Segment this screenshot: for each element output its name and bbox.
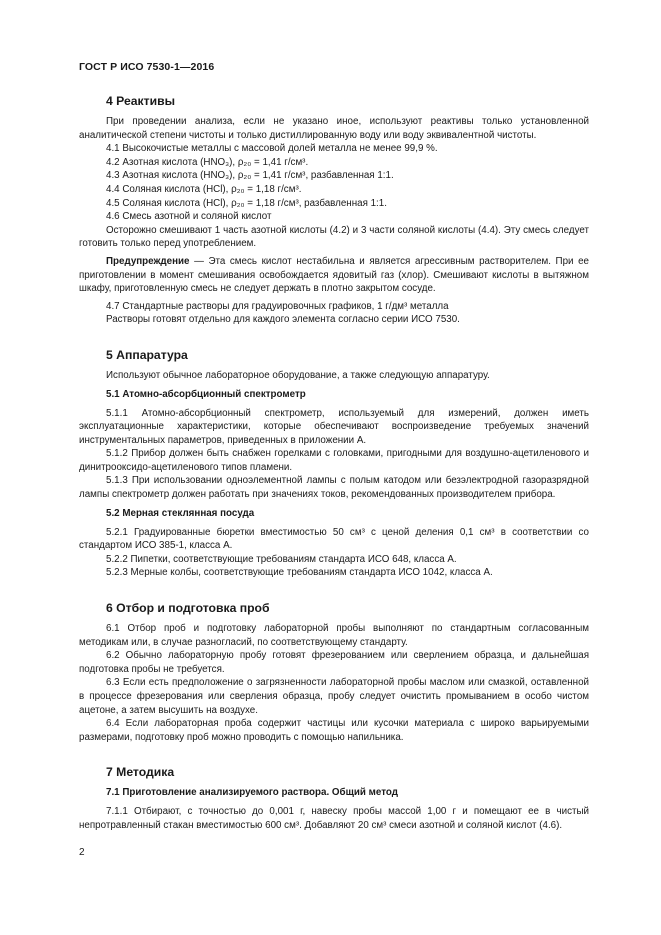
clause-4-5: 4.5 Соляная кислота (HCl), ρ₂₀ = 1,18 г/см³, разбавленная 1:1. xyxy=(106,197,387,209)
clause-6-2: 6.2 Обычно лабораторную пробу готовят фрезерованием или сверлением образца, и дальнейшая подготовка пробы не требуется. xyxy=(79,650,589,675)
clause-6-4: 6.4 Если лабораторная проба содержит частицы или кусочки материала с широко варьируемыми размерами, подготовку проб можно проводить с помощью напильника. xyxy=(79,718,589,743)
clause-5-2-1: 5.2.1 Градуированные бюретки вместимостью 50 см³ с ценой деления 0,1 см³ в соответствии со стандартом ИСО 385-1, класса А. xyxy=(79,526,589,552)
clause-4-1: 4.1 Высокочистые металлы с массовой долей металла не менее 99,9 %. xyxy=(106,143,438,155)
clause-4-3: 4.3 Азотная кислота (HNO₃), ρ₂₀ = 1,41 г/см³, разбавленная 1:1. xyxy=(106,170,394,182)
clause-6-3: 6.3 Если есть предположение о загрязненности лабораторной пробы маслом или смазкой, оставленной в процессе фрезерования или сверления образца, пробу следует очистить промыванием в особо чистом ацетоне, а затем высушить на воздухе. xyxy=(79,677,589,716)
clause-4-7-text: Растворы готовят отдельно для каждого элемента согласно серии ИСО 7530. xyxy=(106,314,460,326)
clause-4-2: 4.2 Азотная кислота (HNO₃), ρ₂₀ = 1,41 г/см³. xyxy=(106,156,309,168)
clause-5-2-2: 5.2.2 Пипетки, соответствующие требованиям стандарта ИСО 648, класса А. xyxy=(106,553,457,565)
subsection-5-1-heading: 5.1 Атомно-абсорбционный спектрометр xyxy=(106,388,306,400)
section-4-heading: 4 Реактивы xyxy=(106,94,176,108)
clause-5-1-2: 5.1.2 Прибор должен быть снабжен горелками с головками, пригодными для воздушно-ацетиленового и динитрооксидо-ацетиленового типов пламени. xyxy=(79,448,589,473)
section-7-heading: 7 Методика xyxy=(106,765,175,780)
section-6-heading: 6 Отбор и подготовка проб xyxy=(106,601,270,616)
section-4-intro: При проведении анализа, если не указано иное, используют реактивы только установленной аналитической степени чистоты и только дистиллированную воду или воду эквивалентной чистоты. xyxy=(79,116,589,141)
warning-paragraph xyxy=(79,255,589,296)
clause-5-1-3: 5.1.3 При использовании одноэлементной лампы с полым катодом или безэлектродной газоразрядной лампы спектрометр должен работать при значениях токов, рекомендованных производителем прибора. xyxy=(79,475,589,501)
clause-4-6-text: Осторожно смешивают 1 часть азотной кислоты (4.2) и 3 части соляной кислоты (4.4). Эту смесь следует готовить только перед употреблением. xyxy=(79,224,589,250)
document-body xyxy=(79,93,589,833)
clause-7-1-1: 7.1.1 Отбирают, с точностью до 0,001 г, навеску пробы массой 1,00 г и помещают ее в чистый непротравленный стакан вместимостью 600 см³. Добавляют 20 см³ смеси азотной и соляной кислот (4.6). xyxy=(79,806,589,831)
warning-text: — Эта смесь кислот нестабильна и является агрессивным растворителем. При ее приготовлении в момент смешивания освобождается ядовитый газ (хлор). Смешивают кислоты в вытяжном шкафу, приготовленную смесь не следует держать в плотно закрытом сосуде. xyxy=(79,255,589,295)
subsection-7-1-heading: 7.1 Приготовление анализируемого раствора. Общий метод xyxy=(106,787,398,799)
section-5-intro: Используют обычное лабораторное оборудование, а также следующую аппаратуру. xyxy=(106,369,490,381)
clause-4-6: 4.6 Смесь азотной и соляной кислот xyxy=(106,211,272,223)
clause-5-2-3: 5.2.3 Мерные колбы, соответствующие требованиям стандарта ИСО 1042, класса А. xyxy=(106,567,493,579)
warning-label: Предупреждение xyxy=(106,255,190,267)
document-header: ГОСТ Р ИСО 7530-1—2016 xyxy=(79,61,215,73)
subsection-5-2-heading: 5.2 Мерная стеклянная посуда xyxy=(106,507,255,519)
page-number: 2 xyxy=(79,847,85,858)
clause-4-4: 4.4 Соляная кислота (HCl), ρ₂₀ = 1,18 г/см³. xyxy=(106,183,302,195)
section-5-heading: 5 Аппаратура xyxy=(106,347,188,362)
clause-6-1: 6.1 Отбор проб и подготовку лабораторной пробы выполняют по стандартным согласованным методикам или, в случае разногласий, по соответствующему стандарту. xyxy=(79,623,589,648)
clause-5-1-1: 5.1.1 Атомно-абсорбционный спектрометр, используемый для измерений, должен иметь эксплуатационные характеристики, которые обеспечивают воспроизведение требуемых значений инструментальных параметров, приведенных в приложении А. xyxy=(79,407,589,446)
clause-4-7: 4.7 Стандартные растворы для градуировочных графиков, 1 г/дм³ металла xyxy=(106,300,449,312)
